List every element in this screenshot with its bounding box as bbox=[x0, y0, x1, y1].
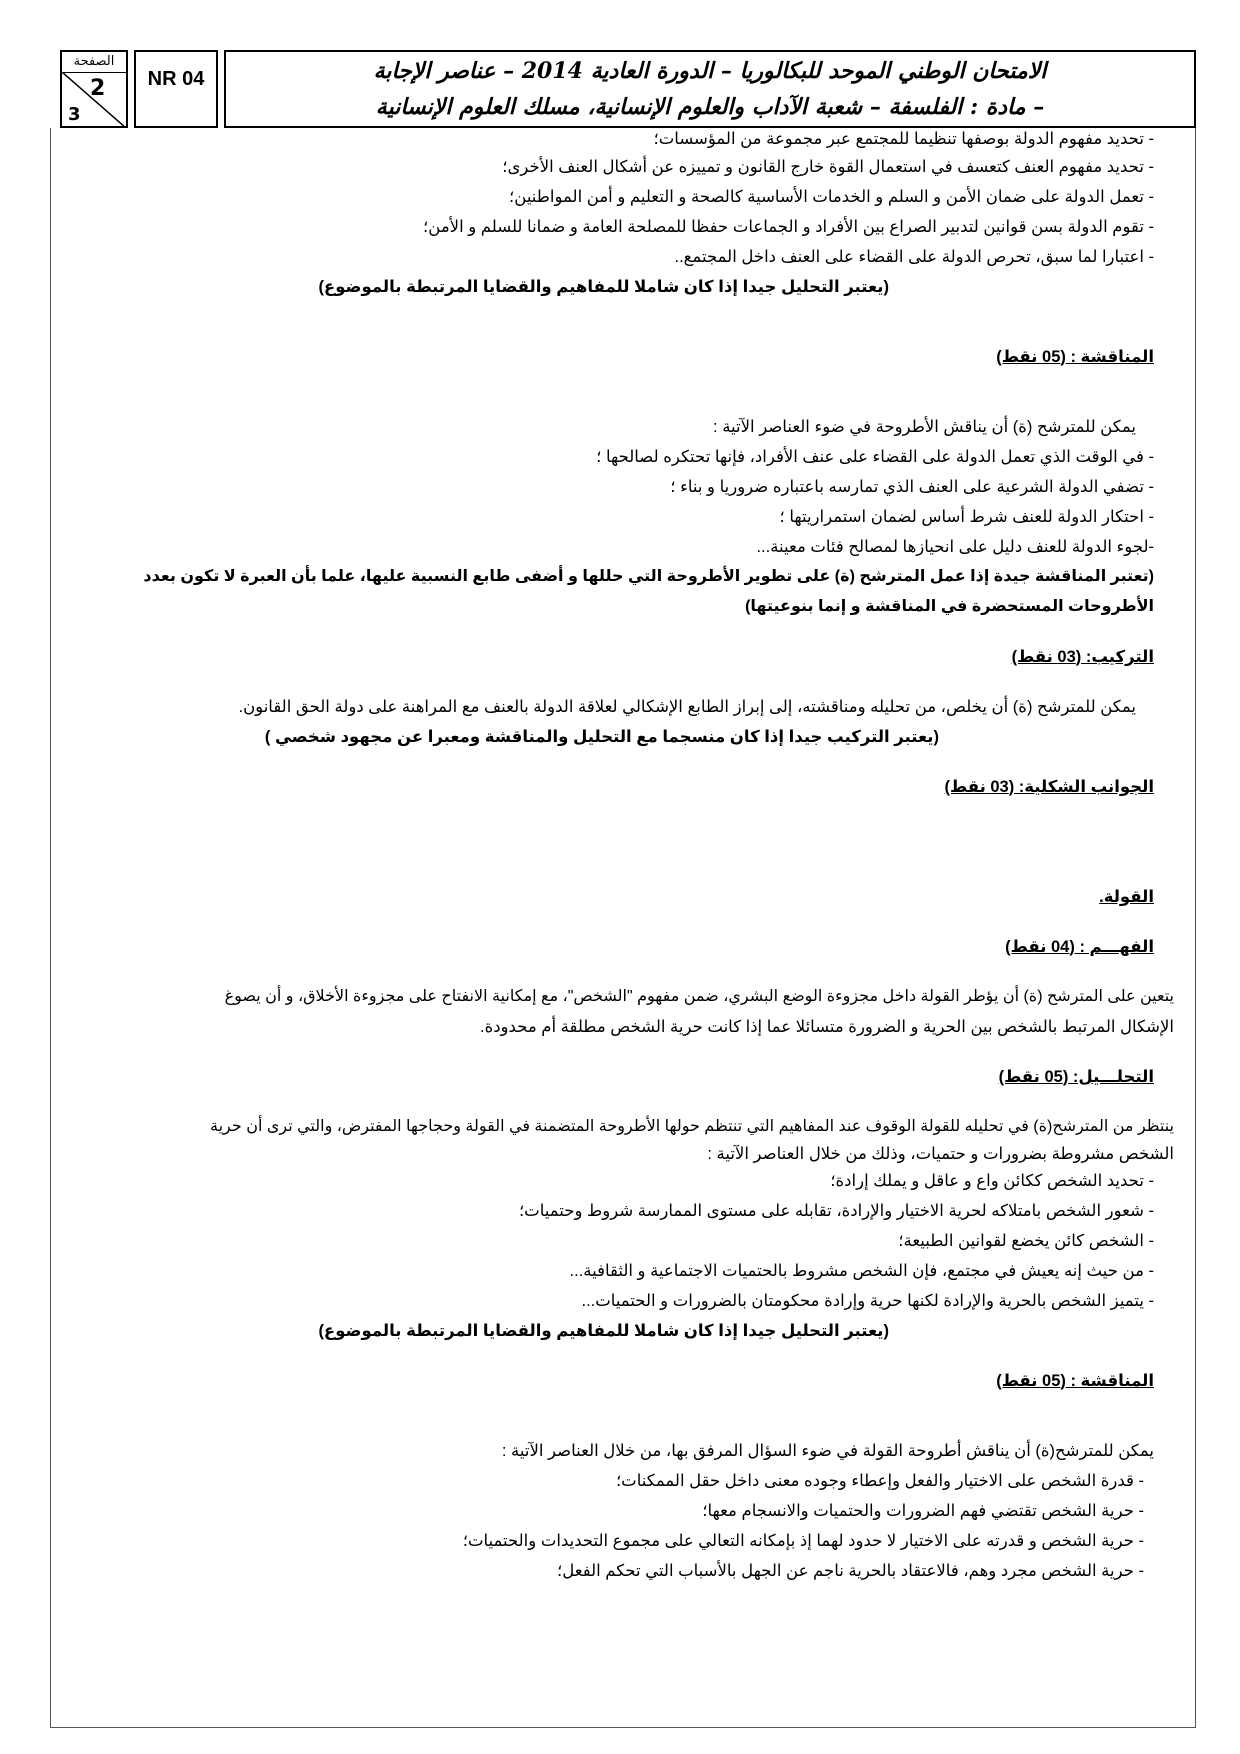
exam-title-box bbox=[224, 50, 1196, 128]
understanding-heading: الفهـــم : (04 نقط) bbox=[1005, 938, 1154, 956]
analysis-heading: التحلـــيل: (05 نقط) bbox=[998, 1068, 1154, 1086]
formal-aspects-heading: الجوانب الشكلية: (03 نقط) bbox=[944, 778, 1154, 796]
discussion-note-line1: (تعتبر المناقشة جيدة إذا عمل المترشح (ة) على تطوير الأطروحة التي حللها و أضفى طابع النسبية عليها، علما بأن العبرة لا تكون بعدد bbox=[143, 568, 1154, 585]
understanding-line1: يتعين على المترشح (ة) أن يؤطر القولة داخل مجزوءة الوضع البشري، ضمن مفهوم "الشخص"، مع إمكانية الانفتاح على مجزوءة الأخلاق، و أن يصوغ bbox=[224, 988, 1174, 1005]
page-current-number: 2 bbox=[90, 76, 106, 101]
analysis-point: - شعور الشخص بامتلاكه لحرية الاختيار والإرادة، تقابله على مستوى الممارسة شروط وحتميات؛ bbox=[518, 1202, 1154, 1220]
analysis-intro-line1: ينتظر من المترشح(ة) في تحليله للقولة الوقوف عند المفاهيم التي تنتظم حولها الأطروحة المتضمنة في القولة وحجاجها المفترض، والتي ترى أن حرية bbox=[210, 1118, 1174, 1135]
synthesis-text: يمكن للمترشح (ة) أن يخلص، من تحليله ومناقشته، إلى إبراز الطابع الإشكالي لعلاقة الدولة بالعنف مع المراهنة على دولة الحق القانون. bbox=[238, 698, 1136, 716]
synthesis-note: (يعتبر التركيب جيدا إذا كان منسجما مع التحليل والمناقشة ومعبرا عن مجهود شخصي ) bbox=[264, 728, 939, 746]
page-number-box bbox=[60, 50, 128, 128]
analysis-point: - من حيث إنه يعيش في مجتمع، فإن الشخص مشروط بالحتميات الاجتماعية و الثقافية... bbox=[569, 1262, 1154, 1280]
discussion-point: - قدرة الشخص على الاختيار والفعل وإعطاء وجوده معنى داخل حقل الممكنات؛ bbox=[615, 1472, 1144, 1490]
discussion-intro-2: يمكن للمترشح(ة) أن يناقش أطروحة القولة في ضوء السؤال المرفق بها، من خلال العناصر الآتية : bbox=[501, 1442, 1154, 1460]
discussion-intro: يمكن للمترشح (ة) أن يناقش الأطروحة في ضوء العناصر الآتية : bbox=[713, 418, 1136, 436]
analysis-point: - اعتبارا لما سبق، تحرص الدولة على القضاء على العنف داخل المجتمع.. bbox=[674, 248, 1154, 266]
discussion-note-line2: الأطروحات المستحضرة في المناقشة و إنما بنوعيتها) bbox=[745, 598, 1154, 615]
discussion-point: -لجوء الدولة للعنف دليل على انحيازها لمصالح فئات معينة... bbox=[756, 538, 1154, 556]
discussion-heading-2: المناقشة : (05 نقط) bbox=[996, 1372, 1154, 1390]
analysis-note: (يعتبر التحليل جيدا إذا كان شاملا للمفاهيم والقضايا المرتبطة بالموضوع) bbox=[318, 278, 889, 296]
discussion-point: - احتكار الدولة للعنف شرط أساس لضمان استمراريتها ؛ bbox=[779, 508, 1154, 526]
quote-section-title: القولة. bbox=[1099, 888, 1154, 906]
discussion-point: - تضفي الدولة الشرعية على العنف الذي تمارسه باعتباره ضروريا و بناء ؛ bbox=[670, 478, 1154, 496]
understanding-line2: الإشكال المرتبط بالشخص بين الحرية و الضرورة متسائلا عما إذا كانت حرية الشخص مطلقة أم محدودة. bbox=[479, 1018, 1174, 1036]
page-label: الصفحة bbox=[73, 54, 115, 69]
synthesis-heading: التركيب: (03 نقط) bbox=[1011, 648, 1154, 666]
analysis-point: - تعمل الدولة على ضمان الأمن و السلم و الخدمات الأساسية كالصحة و التعليم و أمن المواطنين؛ bbox=[509, 188, 1154, 206]
analysis-point: - يتميز الشخص بالحرية والإرادة لكنها حرية وإرادة محكومتان بالضرورات و الحتميات... bbox=[581, 1292, 1154, 1310]
analysis-point: - تحديد مفهوم العنف كتعسف في استعمال القوة خارج القانون و تمييزه عن أشكال العنف الأخرى؛ bbox=[502, 158, 1154, 176]
analysis-point: - تحديد الشخص ككائن واع و عاقل و يملك إرادة؛ bbox=[830, 1172, 1154, 1190]
analysis-intro-line2: الشخص مشروطة بضرورات و حتميات، وذلك من خلال العناصر الآتية : bbox=[707, 1145, 1174, 1163]
analysis-point: - تقوم الدولة بسن قوانين لتدبير الصراع بين الأفراد و الجماعات حفظا للمصلحة العامة و ضمانا للسلم و الأمن؛ bbox=[423, 218, 1154, 236]
exam-code: NR 04 bbox=[134, 50, 218, 128]
analysis-point: - الشخص كائن يخضع لقوانين الطبيعة؛ bbox=[898, 1232, 1154, 1250]
discussion-point: - حرية الشخص تقتضي فهم الضرورات والحتميات والانسجام معها؛ bbox=[702, 1502, 1144, 1520]
analysis-note: (يعتبر التحليل جيدا إذا كان شاملا للمفاهيم والقضايا المرتبطة بالموضوع) bbox=[318, 1322, 889, 1340]
discussion-heading: المناقشة : (05 نقط) bbox=[996, 348, 1154, 366]
page-total-number: 3 bbox=[68, 104, 81, 125]
answer-content bbox=[58, 126, 1174, 1586]
analysis-point: - تحديد مفهوم الدولة بوصفها تنظيما للمجتمع عبر مجموعة من المؤسسات؛ bbox=[653, 130, 1154, 148]
page-header bbox=[60, 50, 1196, 128]
discussion-point: - حرية الشخص و قدرته على الاختيار لا حدود لهما إذ بإمكانه التعالي على مجموع التحديدات والحتميات؛ bbox=[462, 1532, 1144, 1550]
exam-title-line1: الامتحان الوطني الموحد للبكالوريا – الدورة العادية 2014 – عناصر الإجابة bbox=[373, 58, 1047, 84]
discussion-point: - حرية الشخص مجرد وهم، فالاعتقاد بالحرية ناجم عن الجهل بالأسباب التي تحكم الفعل؛ bbox=[557, 1562, 1144, 1580]
discussion-point: - في الوقت الذي تعمل الدولة على القضاء على عنف الأفراد، فإنها تحتكره لصالحها ؛ bbox=[596, 448, 1154, 466]
exam-title-line2: – مادة : الفلسفة – شعبة الآداب والعلوم الإنسانية، مسلك العلوم الإنسانية bbox=[375, 94, 1045, 120]
